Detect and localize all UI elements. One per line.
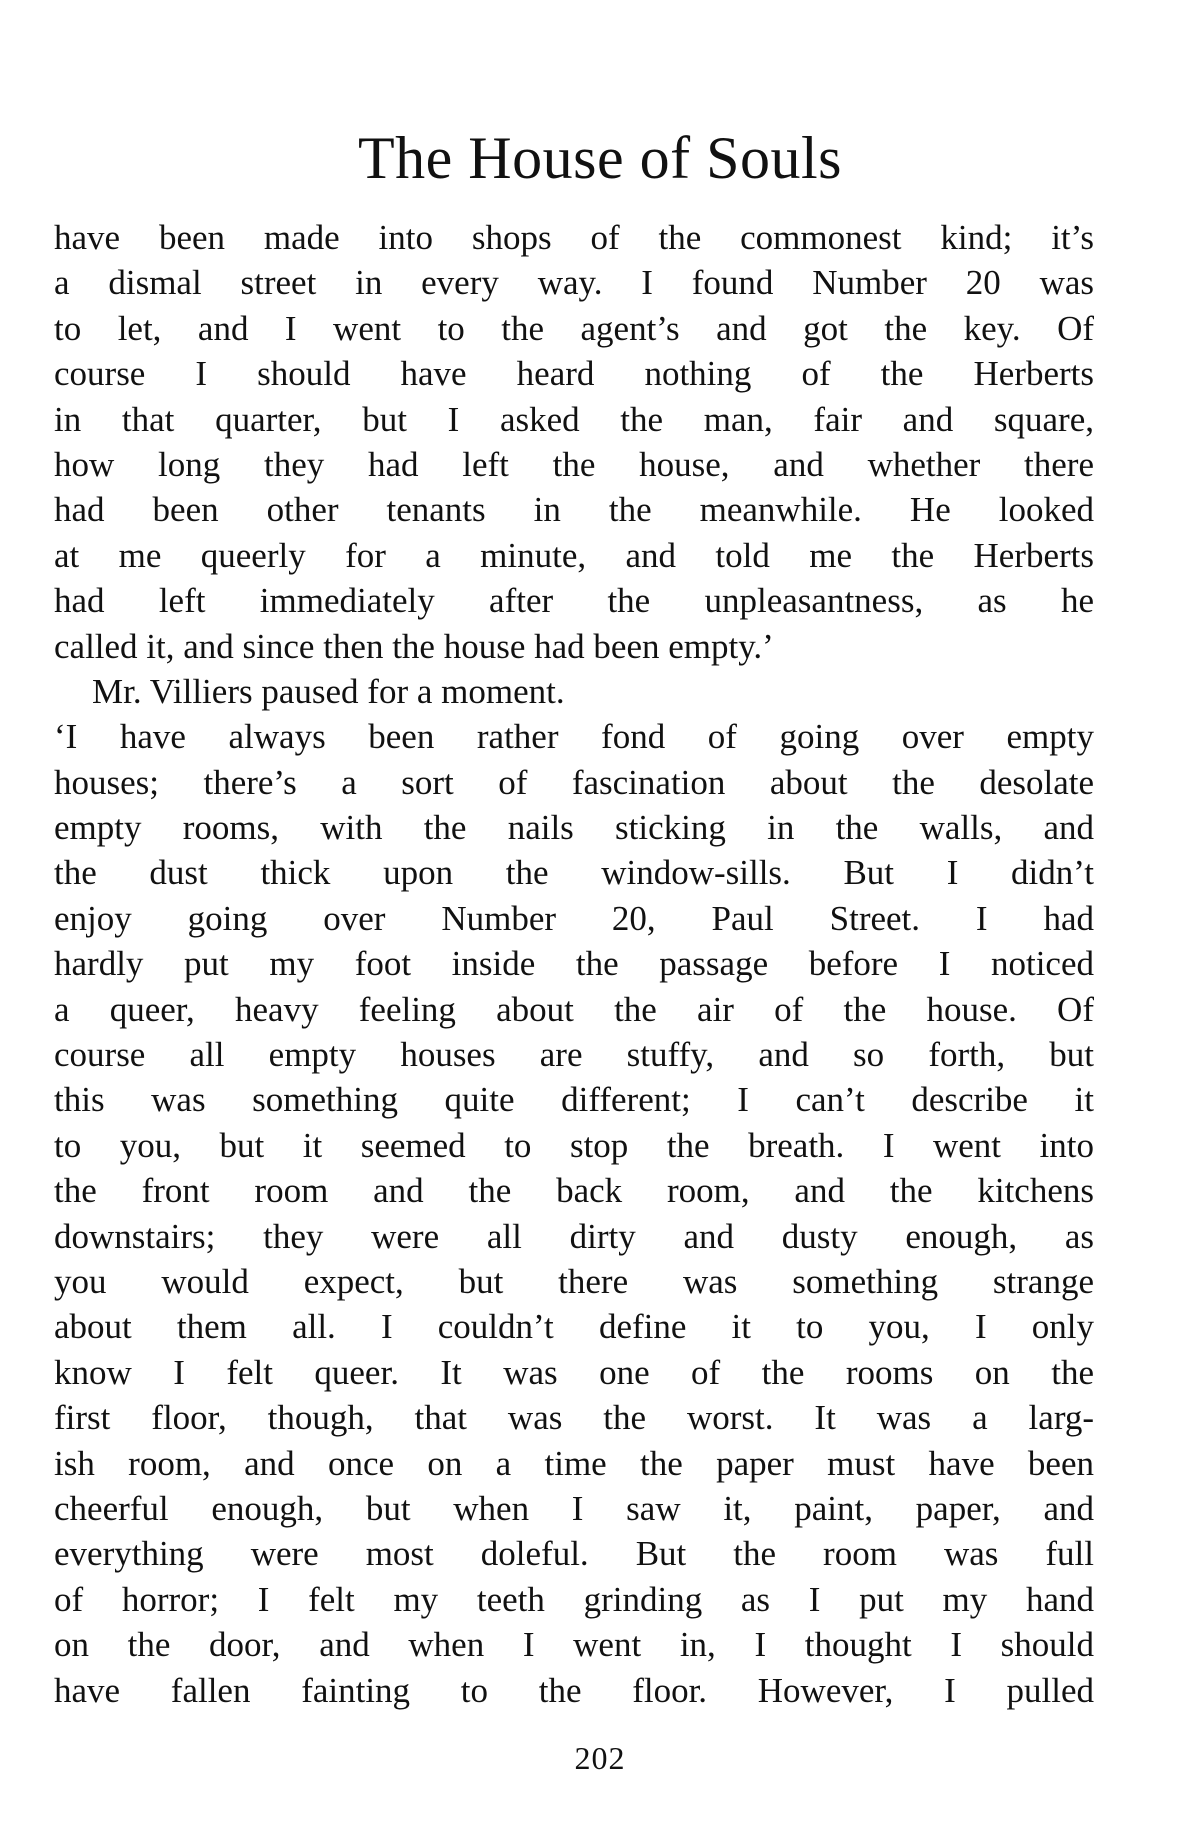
text-line: the front room and the back room, and the kitchens xyxy=(54,1171,1094,1211)
text-line: you would expect, but there was something strange xyxy=(54,1261,1094,1301)
text-line: empty rooms, with the nails sticking in the walls, and xyxy=(54,808,1094,848)
text-line: Mr. Villiers paused for a moment. xyxy=(92,671,565,711)
text-line: to let, and I went to the agent’s and got the key. Of xyxy=(54,308,1094,348)
body-text xyxy=(54,215,1094,1713)
text-line: of horror; I felt my teeth grinding as I put my hand xyxy=(54,1579,1094,1619)
text-line: this was something quite different; I can’t describe it xyxy=(54,1080,1094,1120)
text-line: have been made into shops of the commonest kind; it’s xyxy=(54,218,1094,257)
text-line: a queer, heavy feeling about the air of the house. Of xyxy=(54,989,1094,1029)
text-line: on the door, and when I went in, I thought I should xyxy=(54,1625,1094,1665)
text-line: at me queerly for a minute, and told me the Herberts xyxy=(54,535,1094,575)
text-line: had been other tenants in the meanwhile. He looked xyxy=(54,490,1094,530)
text-line: hardly put my foot inside the passage before I noticed xyxy=(54,944,1094,984)
text-line: course all empty houses are stuffy, and so forth, but xyxy=(54,1035,1094,1075)
running-head: The House of Souls xyxy=(358,125,842,191)
text-line: the dust thick upon the window-sills. But I didn’t xyxy=(54,853,1094,893)
text-line: ish room, and once on a time the paper must have been xyxy=(54,1443,1094,1483)
text-line: a dismal street in every way. I found Number 20 was xyxy=(54,263,1094,303)
text-line: about them all. I couldn’t define it to you, I only xyxy=(54,1307,1094,1347)
text-line: everything were most doleful. But the room was full xyxy=(54,1534,1094,1574)
page-number: 202 xyxy=(574,1740,626,1776)
text-line: called it, and since then the house had been empty.’ xyxy=(54,626,774,666)
text-line: have fallen fainting to the floor. However, I pulled xyxy=(54,1670,1094,1710)
text-line: know I felt queer. It was one of the rooms on the xyxy=(54,1352,1094,1392)
text-line: houses; there’s a sort of fascination about the desolate xyxy=(54,762,1094,802)
text-line: how long they had left the house, and whether there xyxy=(54,444,1094,484)
text-line: enjoy going over Number 20, Paul Street. I had xyxy=(54,898,1094,938)
text-line: downstairs; they were all dirty and dusty enough, as xyxy=(54,1216,1094,1256)
text-line: ‘I have always been rather fond of going over empty xyxy=(54,717,1094,757)
text-line: had left immediately after the unpleasantness, as he xyxy=(54,581,1094,621)
text-line: first floor, though, that was the worst. It was a larg- xyxy=(54,1398,1094,1438)
text-line: cheerful enough, but when I saw it, paint, paper, and xyxy=(54,1488,1094,1528)
text-line: to you, but it seemed to stop the breath. I went into xyxy=(54,1125,1094,1165)
text-line: in that quarter, but I asked the man, fair and square, xyxy=(54,399,1094,439)
text-line: course I should have heard nothing of the Herberts xyxy=(54,354,1094,394)
